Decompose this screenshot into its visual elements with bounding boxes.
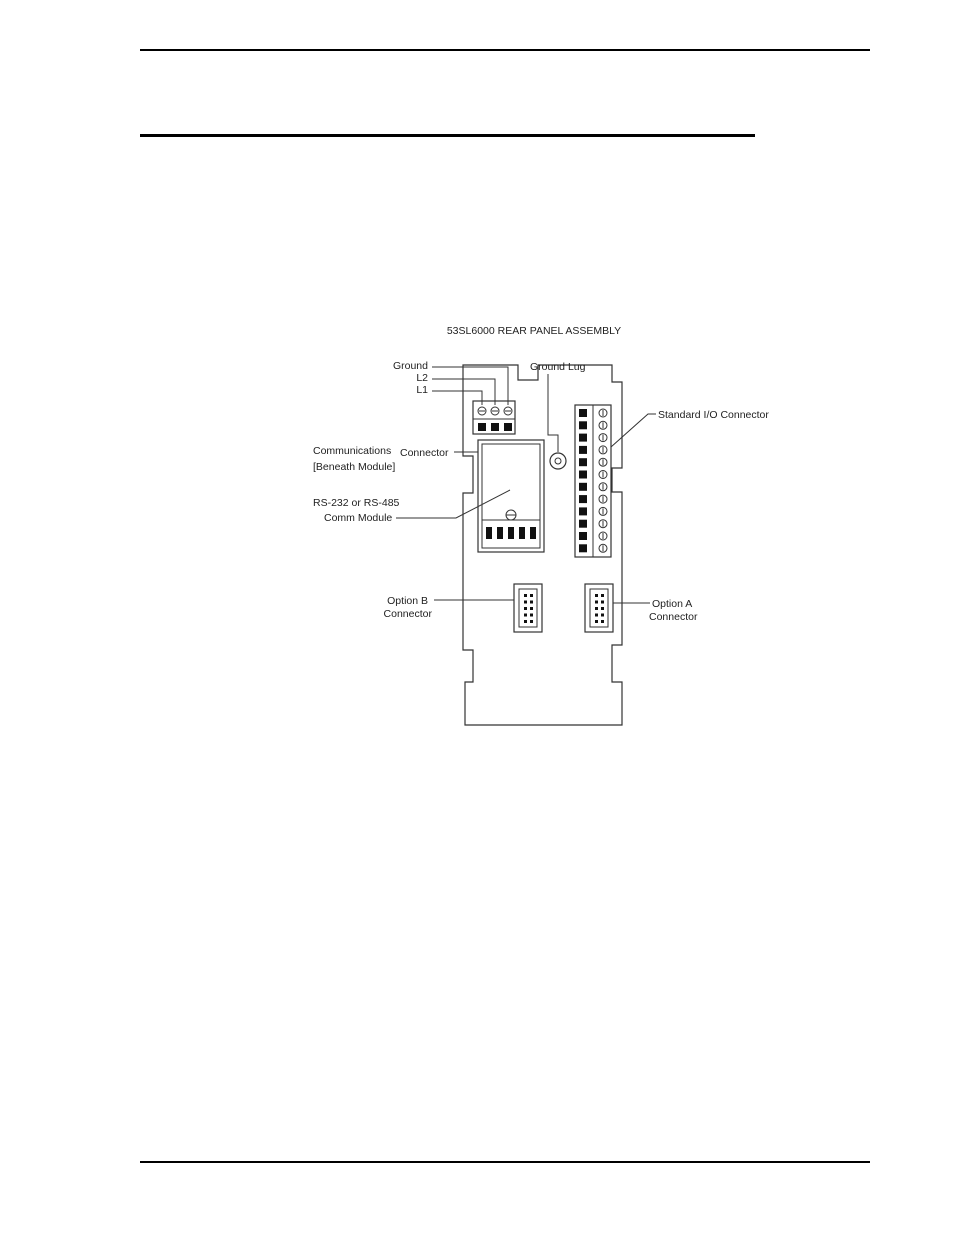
connector-pin xyxy=(524,607,527,610)
standard-io-connector xyxy=(575,405,611,557)
diagram-title: 53SL6000 REAR PANEL ASSEMBLY xyxy=(446,325,622,337)
io-terminal-socket xyxy=(579,544,587,552)
terminal-screw xyxy=(478,407,486,415)
leader-standard-io xyxy=(611,414,656,447)
label-opt-b-line1: Option B xyxy=(387,595,428,607)
io-terminal-socket xyxy=(579,532,587,540)
label-l1: L1 xyxy=(416,384,428,396)
terminal-screw xyxy=(491,407,499,415)
label-comms-line1: Communications xyxy=(313,445,392,457)
label-comms-line1b: Connector xyxy=(400,447,449,459)
connector-pin xyxy=(530,594,533,597)
option-b-connector xyxy=(514,584,542,632)
label-standard-io: Standard I/O Connector xyxy=(658,409,769,421)
connector-pin xyxy=(530,620,533,623)
io-terminal-socket xyxy=(579,446,587,454)
io-terminal-socket xyxy=(579,507,587,515)
comm-module xyxy=(478,440,544,552)
io-terminal-socket xyxy=(579,409,587,417)
connector-pin xyxy=(601,601,604,604)
terminal-socket xyxy=(478,423,486,431)
io-terminal-socket xyxy=(579,520,587,528)
module-pin xyxy=(530,527,536,539)
connector-pin xyxy=(530,614,533,617)
io-terminal-socket xyxy=(579,458,587,466)
module-pin xyxy=(508,527,514,539)
ground-lug xyxy=(550,453,566,469)
label-opt-a-line2: Connector xyxy=(649,611,698,623)
label-l2: L2 xyxy=(416,372,428,384)
connector-pin xyxy=(601,594,604,597)
connector-pin xyxy=(530,601,533,604)
power-terminal-block xyxy=(473,401,515,434)
leader-rs xyxy=(396,490,510,518)
leader-ground xyxy=(432,367,508,405)
label-ground: Ground xyxy=(392,360,428,372)
connector-pin xyxy=(595,594,598,597)
label-comms-line2: [Beneath Module] xyxy=(313,461,396,473)
option-a-connector xyxy=(585,584,613,632)
leader-ground-lug xyxy=(548,374,558,452)
terminal-socket xyxy=(504,423,512,431)
connector-pin xyxy=(595,614,598,617)
label-ground-lug: Ground Lug xyxy=(530,361,586,373)
module-pin xyxy=(497,527,503,539)
connector-pin xyxy=(524,620,527,623)
connector-pin xyxy=(601,620,604,623)
io-terminal-socket xyxy=(579,434,587,442)
label-opt-b-line2: Connector xyxy=(383,608,432,620)
label-rs-line2: Comm Module xyxy=(324,512,393,524)
connector-pin xyxy=(524,601,527,604)
terminal-screw xyxy=(504,407,512,415)
module-pin xyxy=(486,527,492,539)
label-rs-line1: RS-232 or RS-485 xyxy=(313,497,400,509)
terminal-socket xyxy=(491,423,499,431)
connector-pin xyxy=(530,607,533,610)
connector-pin xyxy=(524,614,527,617)
connector-pin xyxy=(601,614,604,617)
io-terminal-socket xyxy=(579,495,587,503)
connector-pin xyxy=(601,607,604,610)
connector-pin xyxy=(595,607,598,610)
connector-pin xyxy=(595,620,598,623)
connector-pin xyxy=(524,594,527,597)
leader-l1 xyxy=(432,391,482,405)
connector-pin xyxy=(595,601,598,604)
module-pin xyxy=(519,527,525,539)
label-opt-a-line1: Option A xyxy=(652,598,693,610)
io-terminal-socket xyxy=(579,421,587,429)
io-terminal-socket xyxy=(579,483,587,491)
io-terminal-socket xyxy=(579,471,587,479)
